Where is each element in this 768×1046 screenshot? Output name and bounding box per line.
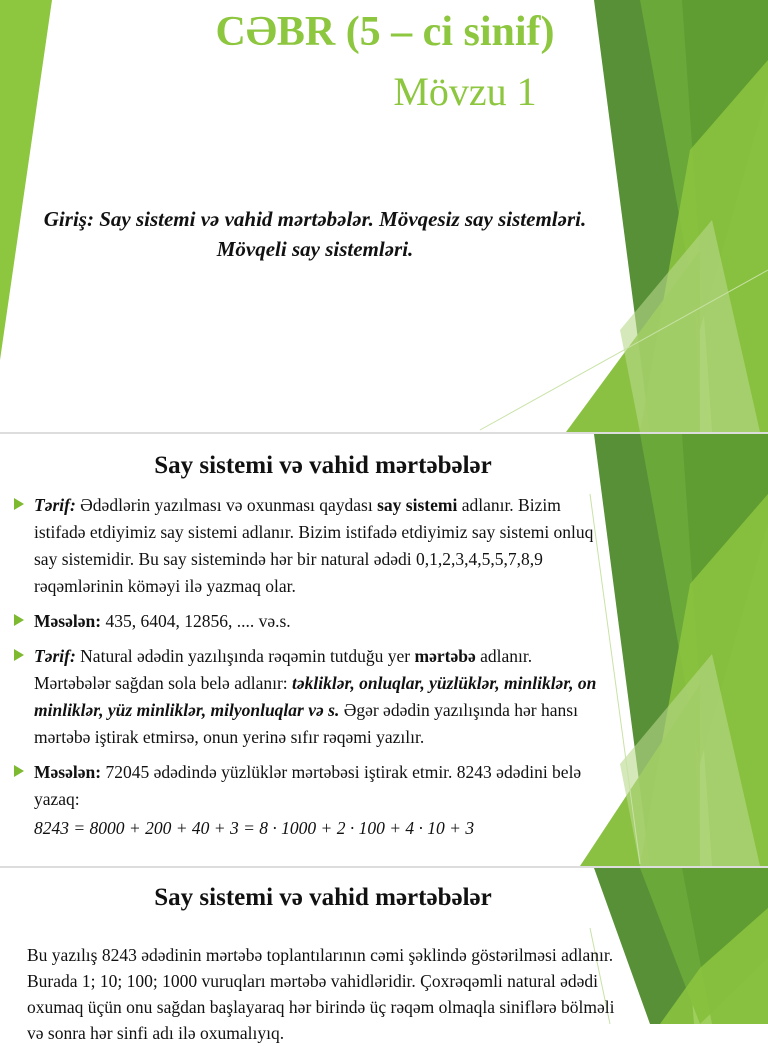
example-paragraph-2 bbox=[14, 759, 610, 813]
term-label: Tərif: bbox=[34, 495, 76, 515]
bold-term: mərtəbə bbox=[414, 646, 476, 666]
paragraph-text: adlanır. Mərtəbələr sağdan sola belə adlanır: bbox=[34, 646, 533, 693]
example-paragraph-1 bbox=[14, 608, 610, 635]
term-label: Məsələn: bbox=[34, 762, 102, 782]
section-heading: Say sistemi və vahid mərtəbələr bbox=[154, 884, 492, 911]
paragraph-text: 72045 ədədində yüzlüklər mərtəbəsi iştirak etmir. 8243 ədədini belə yazaq: bbox=[34, 762, 582, 809]
paragraph-text: Natural ədədin yazılışında rəqəmin tutduğu yer bbox=[75, 646, 415, 666]
paragraph-text: 435, 6404, 12856, .... və.s. bbox=[101, 611, 291, 631]
paragraph-text: adlanır. Bizim istifadə etdiyimiz say sistemi adlanır. Bizim istifadə etdiyimiz say sistemi onluq say sistemidir. Bu say sistemində hər bir natural ədədi 0,1,2,3,4,5,5,7,8,9 rəqəmlərinin köməyi ilə yazmaq olar. bbox=[34, 495, 594, 596]
term-label: Tərif: bbox=[34, 646, 76, 666]
bold-term: say sistemi bbox=[377, 495, 458, 515]
rank-names: təkliklər, onluqlar, yüzlüklər, minliklər, on minliklər, yüz minliklər, milyonluqlar və s. bbox=[34, 673, 597, 720]
intro-text: Giriş: Say sistemi və vahid mərtəbələr. Mövqesiz say sistemləri. Mövqeli say sistemləri. bbox=[43, 207, 587, 261]
slide-3 bbox=[0, 868, 768, 1043]
definition-paragraph-1 bbox=[14, 492, 610, 600]
slide-subtitle: Mövzu 1 bbox=[393, 69, 537, 114]
bullet-arrow-icon bbox=[14, 649, 24, 661]
slide-3-body: Bu yazılış 8243 ədədinin mərtəbə toplantılarının cəmi şəklində göstərilməsi adlanır. Burada 1; 10; 100; 1000 vuruqları mərtəbə vahidləridir. Çoxrəqəmli natural ədədi oxumaq üçün onu sağdan başlayaraq hər birində üç rəqəm olmaqla siniflərə bölməli və sonra hər sinfi adı ilə oxumalıyıq. bbox=[27, 945, 615, 1043]
slide-title: CƏBR (5 – ci sinif) bbox=[215, 9, 555, 55]
paragraph-text: Əgər ədədin yazılışında hər hansı mərtəbə iştirak etmirsə, onun yerinə sıfır rəqəmi yazılır. bbox=[34, 700, 578, 747]
bullet-arrow-icon bbox=[14, 498, 24, 510]
slide-1 bbox=[0, 0, 768, 432]
equation: 8243 = 8000 + 200 + 40 + 3 = 8 · 1000 + 2 · 100 + 4 · 10 + 3 bbox=[34, 818, 475, 838]
paragraph-text: Ədədlərin yazılması və oxunması qaydası bbox=[75, 495, 378, 515]
slide-2-body bbox=[14, 492, 610, 842]
section-heading: Say sistemi və vahid mərtəbələr bbox=[154, 452, 492, 479]
slide-2 bbox=[0, 434, 768, 866]
bullet-arrow-icon bbox=[14, 614, 24, 626]
bullet-arrow-icon bbox=[14, 765, 24, 777]
term-label: Məsələn: bbox=[34, 611, 102, 631]
definition-paragraph-2 bbox=[14, 643, 610, 751]
